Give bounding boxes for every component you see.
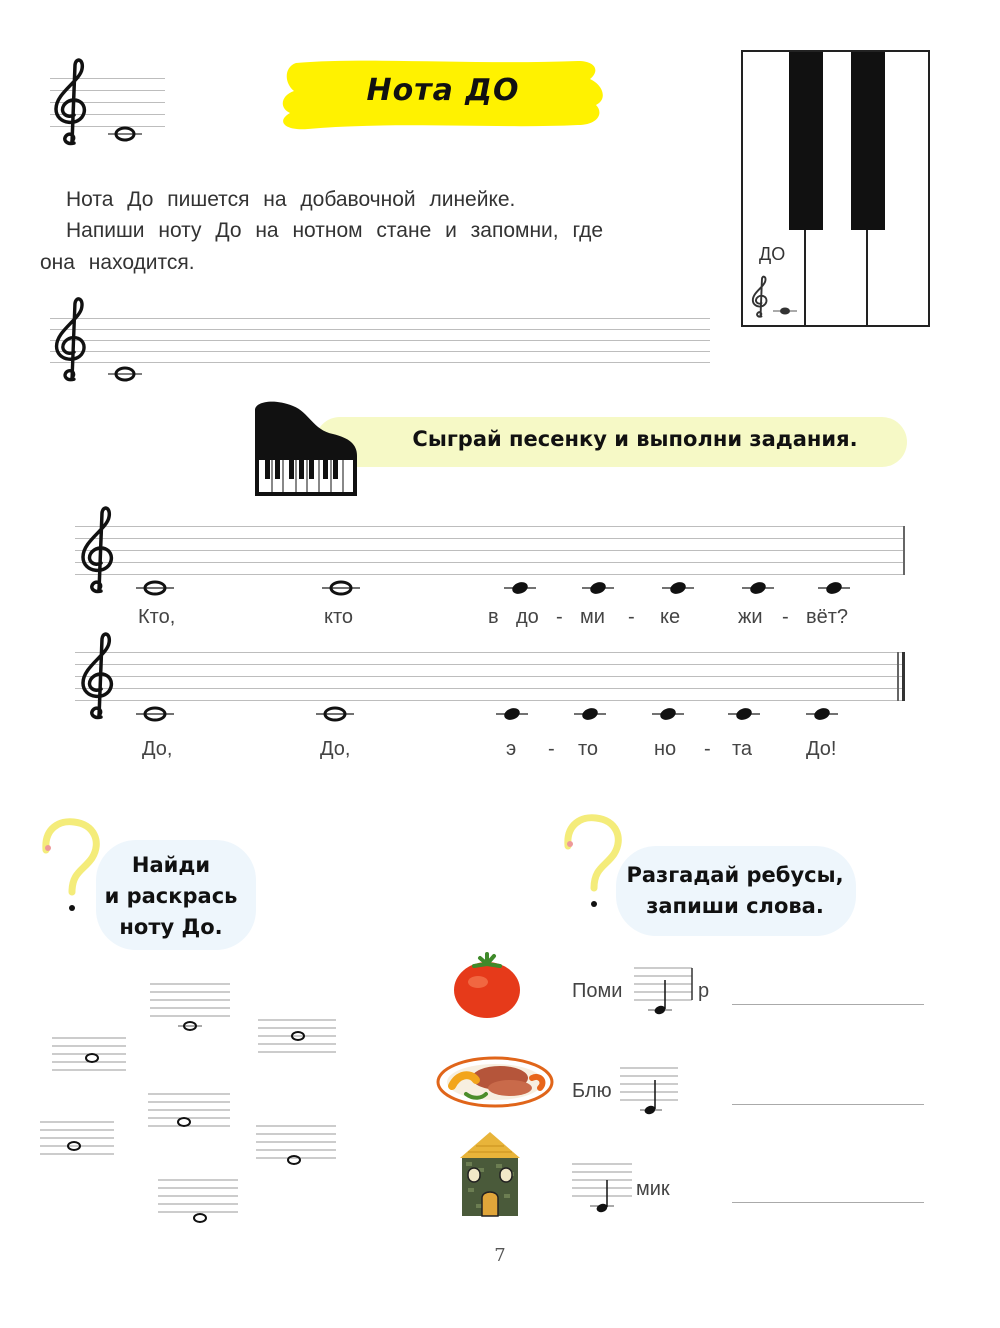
answer-line[interactable] (732, 1104, 924, 1105)
lyric: До, (142, 738, 173, 760)
intro-line-1: Нота До пишется на добавочной линейке. (66, 188, 516, 211)
key-label: ДО (759, 244, 786, 264)
task-line: Разгадай ребусы, (626, 863, 844, 887)
page-number: 7 (494, 1245, 506, 1266)
lyric: - (556, 606, 563, 628)
dish-icon (436, 1050, 554, 1108)
treble-clef-icon (48, 294, 98, 386)
title-banner (278, 55, 608, 135)
piano-keys-illustration (741, 50, 930, 327)
lyric: ке (660, 606, 681, 628)
writing-staff[interactable] (50, 318, 710, 366)
lyric: в (488, 606, 499, 628)
task-line: и раскрась (104, 884, 238, 908)
lyric: жи (738, 606, 763, 628)
intro-line-2: Напиши ноту До на нотном стане и запомни, где (66, 219, 604, 242)
lyric: ми (580, 606, 605, 628)
song-notes-2 (130, 704, 870, 724)
task-rebus-title (610, 860, 860, 922)
task-line: Найди (131, 853, 211, 877)
lyric: - (704, 738, 711, 760)
song-staff-1 (75, 526, 905, 576)
treble-clef-icon (48, 55, 98, 150)
treble-clef-icon (75, 628, 125, 725)
lyric: э (506, 738, 517, 760)
answer-line[interactable] (732, 1202, 924, 1203)
lyric: До, (320, 738, 351, 760)
rebus-note (620, 1066, 680, 1122)
mini-staff-note[interactable] (150, 982, 230, 1038)
rebus-text-after: мик (636, 1178, 670, 1200)
rebus-note (634, 966, 694, 1022)
lyric: - (548, 738, 555, 760)
song-staff-2 (75, 652, 905, 702)
task-line: запиши слова. (646, 894, 824, 918)
note-icon (773, 304, 797, 318)
rebus-text-before: Блю (572, 1080, 612, 1102)
lyric: Кто, (138, 606, 176, 628)
mini-staff-note[interactable] (40, 1120, 114, 1160)
rebus-note (572, 1162, 634, 1218)
whole-note-c (108, 364, 142, 384)
mini-staff-note[interactable] (148, 1092, 230, 1132)
lyric: кто (324, 606, 354, 628)
answer-line[interactable] (732, 1004, 924, 1005)
song-notes-1 (130, 578, 870, 598)
lyric: До! (806, 738, 837, 760)
whole-note-c (108, 124, 142, 144)
mini-staff-note[interactable] (158, 1178, 238, 1226)
task-line: ноту До. (119, 915, 223, 939)
treble-clef-icon (75, 502, 125, 599)
lyric: та (732, 738, 753, 760)
page-title: Нота ДО (366, 73, 520, 108)
lyric: но (654, 738, 677, 760)
tomato-icon (450, 952, 524, 1020)
mini-staff-note[interactable] (52, 1036, 126, 1076)
treble-clef-icon (749, 274, 773, 320)
lyric: - (782, 606, 789, 628)
lyric: до (516, 606, 539, 628)
lyric: то (578, 738, 599, 760)
lyric: - (628, 606, 635, 628)
lyric: вёт? (806, 606, 849, 628)
mini-staff-note[interactable] (258, 1018, 336, 1058)
rebus-text-after: р (698, 980, 710, 1002)
house-icon (456, 1128, 524, 1218)
play-instruction: Сыграй песенку и выполни задания. (412, 427, 858, 451)
task-find-title (96, 850, 246, 943)
mini-staff-note[interactable] (256, 1124, 336, 1168)
rebus-text-before: Поми (572, 980, 623, 1002)
intro-line-3: она находится. (40, 251, 195, 274)
